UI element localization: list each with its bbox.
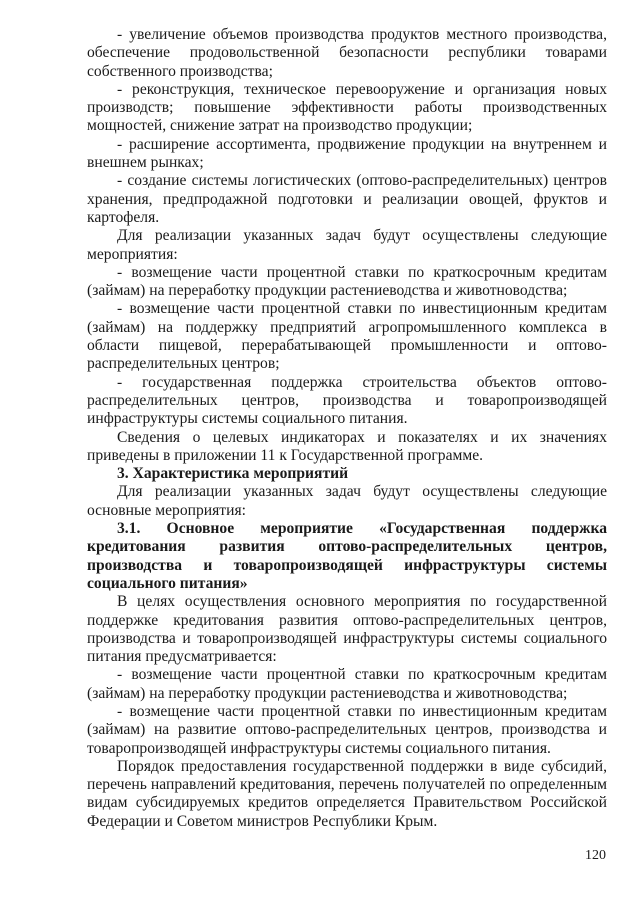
paragraph-top-8: - государственная поддержка строительства объектов оптово-распределительных центров, производства и товаропроизводящей инфраструктуры системы социального питания.: [87, 373, 607, 428]
page-number: 120: [585, 848, 606, 863]
section-intro: Для реализации указанных задач будут осуществлены следующие основные мероприятия:: [87, 483, 607, 519]
paragraph-bottom-4: Порядок предоставления государственной поддержки в виде субсидий, перечень направлений кредитования, перечень получателей по определенным видам субсидируемых кредитов определяется Правительством Российской Федерации и Советом министров Республики Крым.: [87, 757, 607, 830]
paragraph-top-1: - увеличение объемов производства продуктов местного производства, обеспечение продовольственной безопасности республики товарами собственного производства;: [87, 26, 607, 80]
paragraph-top-4: - создание системы логистических (оптово-распределительных) центров хранения, предпродажной подготовки и реализации овощей, фруктов и картофеля.: [87, 172, 607, 226]
paragraph-top-5: Для реализации указанных задач будут осуществлены следующие мероприятия:: [87, 227, 607, 263]
paragraph-top-7: - возмещение части процентной ставки по инвестиционным кредитам (займам) на поддержку предприятий агропромышленного комплекса в области пищевой, перерабатывающей промышленности и оптово-распределительных центров;: [87, 300, 607, 373]
subsection-heading: 3.1. Основное мероприятие «Государственная поддержка кредитования развития оптово-распределительных центров, производства и товаропроизводящей инфраструктуры системы социального питания»: [87, 520, 607, 592]
paragraph-bottom-3: - возмещение части процентной ставки по инвестиционным кредитам (займам) на развитие оптово-распределительных центров, производства и товаропроизводящей инфраструктуры системы социального питания.: [87, 702, 607, 757]
paragraph-bottom-1: В целях осуществления основного мероприятия по государственной поддержке кредитования развития оптово-распределительных центров, производства и товаропроизводящей инфраструктуры системы социального питания предусматривается:: [87, 593, 607, 666]
section-heading: 3. Характеристика мероприятий: [117, 465, 349, 483]
paragraph-top-9: Сведения о целевых индикаторах и показателях и их значениях приведены в приложении 11 к Государственной программе.: [87, 428, 607, 464]
paragraph-top-3: - расширение ассортимента, продвижение продукции на внутреннем и внешнем рынках;: [87, 135, 607, 172]
page-content: [87, 26, 607, 831]
paragraph-top-6: - возмещение части процентной ставки по краткосрочным кредитам (займам) на переработку продукции растениеводства и животноводства;: [87, 263, 607, 300]
paragraph-top-2: - реконструкция, техническое перевооружение и организация новых производств; повышение эффективности работы производственных мощностей, снижение затрат на производство продукции;: [87, 80, 607, 135]
paragraph-bottom-2: - возмещение части процентной ставки по краткосрочным кредитам (займам) на переработку продукции растениеводства и животноводства;: [87, 666, 607, 702]
